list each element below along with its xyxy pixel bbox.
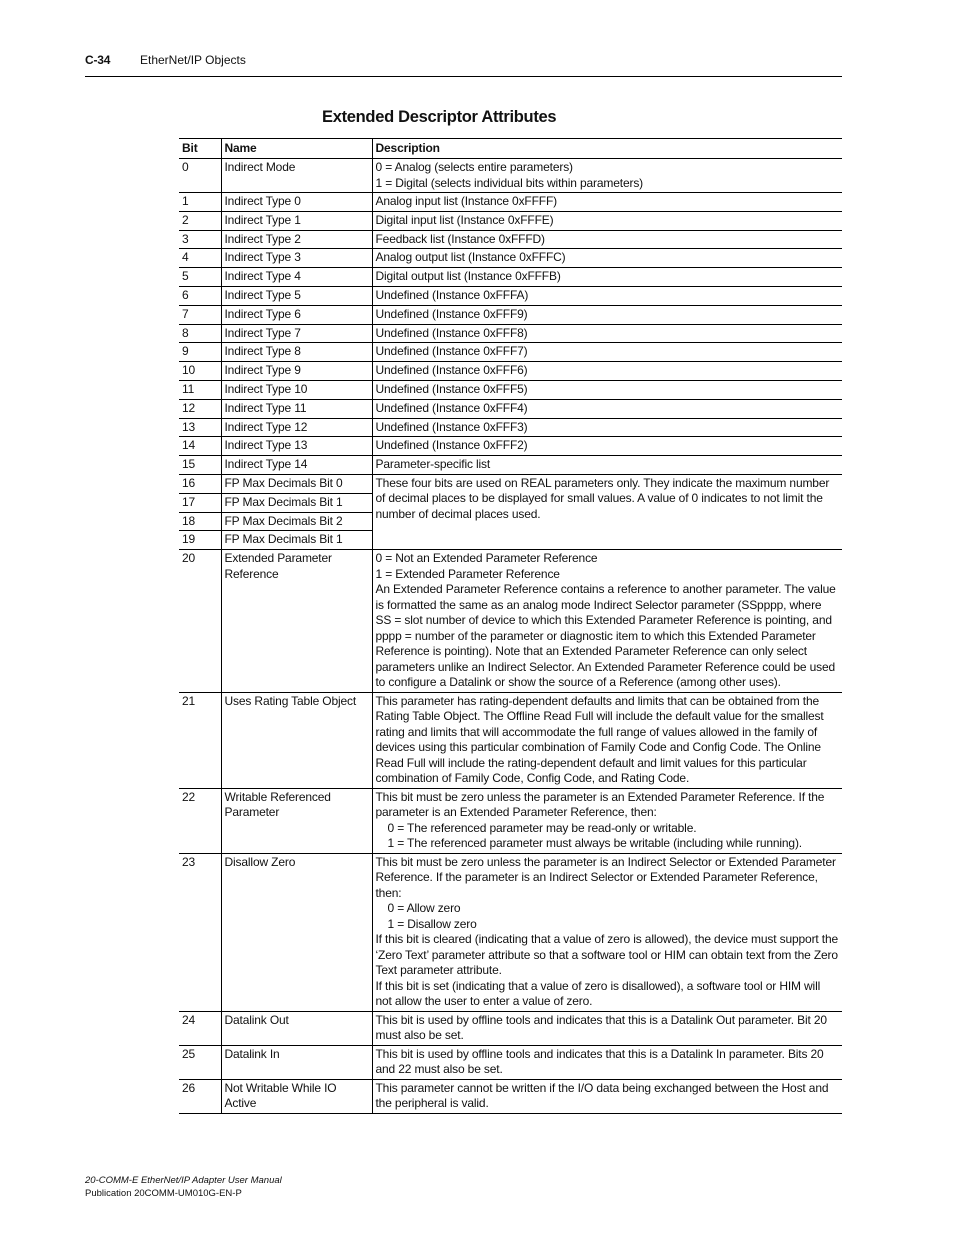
description-line: Undefined (Instance 0xFFF4) xyxy=(375,400,528,415)
table-row xyxy=(179,159,842,193)
cell-description xyxy=(372,211,842,230)
page-number: C-34 xyxy=(85,53,111,67)
table-row xyxy=(179,399,842,418)
cell-name: Extended Parameter Reference xyxy=(221,550,372,693)
description-line: 1 = The referenced parameter must always be writable (including while running). xyxy=(387,836,802,851)
table-row xyxy=(179,286,842,305)
cell-bit: 12 xyxy=(179,399,221,418)
cell-bit: 21 xyxy=(179,692,221,788)
cell-bit: 4 xyxy=(179,249,221,268)
cell-description xyxy=(372,159,842,193)
table-row xyxy=(179,1011,842,1045)
description-line: Digital output list (Instance 0xFFFB) xyxy=(375,269,561,284)
cell-description xyxy=(372,249,842,268)
cell-bit: 2 xyxy=(179,211,221,230)
section-title: EtherNet/IP Objects xyxy=(140,53,246,67)
table-row xyxy=(179,193,842,212)
column-header-bit: Bit xyxy=(179,139,221,159)
cell-description xyxy=(372,1011,842,1045)
cell-bit: 5 xyxy=(179,268,221,287)
cell-name: Indirect Type 7 xyxy=(221,324,372,343)
cell-bit: 15 xyxy=(179,456,221,475)
cell-bit: 11 xyxy=(179,380,221,399)
column-header-description: Description xyxy=(372,139,842,159)
cell-name: Indirect Mode xyxy=(221,159,372,193)
cell-bit: 3 xyxy=(179,230,221,249)
cell-name: Indirect Type 8 xyxy=(221,343,372,362)
table-row xyxy=(179,853,842,1011)
cell-bit: 18 xyxy=(179,512,221,531)
cell-bit: 22 xyxy=(179,788,221,853)
cell-name: FP Max Decimals Bit 1 xyxy=(221,531,372,550)
cell-description xyxy=(372,418,842,437)
cell-name: Indirect Type 14 xyxy=(221,456,372,475)
cell-bit: 23 xyxy=(179,853,221,1011)
cell-name: Not Writable While IO Active xyxy=(221,1079,372,1113)
cell-description xyxy=(372,324,842,343)
table-row xyxy=(179,362,842,381)
cell-name: Indirect Type 0 xyxy=(221,193,372,212)
cell-bit: 14 xyxy=(179,437,221,456)
description-line: 1 = Digital (selects individual bits within parameters) xyxy=(375,175,644,190)
description-line: If this bit is cleared (indicating that a value of zero is allowed), the device must support the ‘Zero Text’ parameter attribute so that a software tool or HIM can obtain text from the Zero Text parameter attribute. xyxy=(375,932,839,978)
description-line: Undefined (Instance 0xFFF2) xyxy=(375,438,528,453)
cell-bit: 13 xyxy=(179,418,221,437)
cell-name: Indirect Type 11 xyxy=(221,399,372,418)
description-line: Digital input list (Instance 0xFFFE) xyxy=(375,212,554,227)
description-line: This parameter has rating-dependent defaults and limits that can be obtained from the Rating Table Object. The Offline Read Full will include the default value for the smallest rating and limits that will accommodate the full range of values allowed in the family of devices using this particular combination of Family Code and Config Code. The Online Read Full will include the rating-dependent default and limit values for this particular combination of Family Code, Config Code, and Rating Code. xyxy=(375,693,824,786)
description-line: Analog output list (Instance 0xFFFC) xyxy=(375,250,566,265)
description-line: This parameter cannot be written if the I/O data being exchanged between the Host and the peripheral is valid. xyxy=(375,1080,829,1111)
cell-name: Indirect Type 5 xyxy=(221,286,372,305)
cell-bit: 1 xyxy=(179,193,221,212)
cell-name: Indirect Type 6 xyxy=(221,305,372,324)
cell-bit: 7 xyxy=(179,305,221,324)
description-line: Undefined (Instance 0xFFF5) xyxy=(375,381,528,396)
description-line: Undefined (Instance 0xFFF6) xyxy=(375,363,528,378)
description-line: Undefined (Instance 0xFFF9) xyxy=(375,306,528,321)
cell-description xyxy=(372,230,842,249)
cell-name: FP Max Decimals Bit 0 xyxy=(221,474,372,493)
cell-description xyxy=(372,1045,842,1079)
cell-description xyxy=(372,343,842,362)
cell-name: Indirect Type 2 xyxy=(221,230,372,249)
description-line: 0 = The referenced parameter may be read-only or writable. xyxy=(387,820,697,835)
cell-bit: 8 xyxy=(179,324,221,343)
cell-name: Indirect Type 9 xyxy=(221,362,372,381)
cell-bit: 26 xyxy=(179,1079,221,1113)
description-line: This bit must be zero unless the parameter is an Extended Parameter Reference. If the parameter is an Extended Parameter Reference, then: xyxy=(375,789,825,820)
table-row xyxy=(179,343,842,362)
column-header-name: Name xyxy=(221,139,372,159)
description-line: 1 = Disallow zero xyxy=(387,916,477,931)
cell-description xyxy=(372,550,842,693)
table-row xyxy=(179,1079,842,1113)
description-line: 0 = Allow zero xyxy=(387,901,461,916)
description-line: This bit must be zero unless the parameter is an Indirect Selector or Extended Parameter Reference. If the parameter is an Indirect Selector or Extended Parameter Reference, then: xyxy=(375,854,836,900)
extended-descriptor-table xyxy=(179,138,842,1114)
cell-description xyxy=(372,362,842,381)
cell-name: Uses Rating Table Object xyxy=(221,692,372,788)
cell-description xyxy=(372,853,842,1011)
page-header xyxy=(85,50,842,77)
description-line: Undefined (Instance 0xFFF7) xyxy=(375,344,528,359)
description-line: This bit is used by offline tools and indicates that this is a Datalink Out parameter. Bit 20 must also be set. xyxy=(375,1012,827,1043)
cell-bit: 10 xyxy=(179,362,221,381)
cell-description xyxy=(372,268,842,287)
cell-name: Datalink In xyxy=(221,1045,372,1079)
cell-name: Indirect Type 12 xyxy=(221,418,372,437)
description-line: Analog input list (Instance 0xFFFF) xyxy=(375,194,557,208)
cell-description xyxy=(372,380,842,399)
cell-description xyxy=(372,193,842,212)
table-row xyxy=(179,550,842,693)
table-row xyxy=(179,418,842,437)
description-line: 0 = Not an Extended Parameter Reference xyxy=(375,551,598,566)
table-row xyxy=(179,1045,842,1079)
cell-description xyxy=(372,692,842,788)
table-row xyxy=(179,437,842,456)
description-line: 0 = Analog (selects entire parameters) xyxy=(375,160,573,174)
table-row xyxy=(179,380,842,399)
table-row xyxy=(179,692,842,788)
description-line: If this bit is set (indicating that a value of zero is disallowed), a software tool or HIM will not allow the user to enter a value of zero. xyxy=(375,978,821,1009)
table-row xyxy=(179,211,842,230)
cell-name: Indirect Type 10 xyxy=(221,380,372,399)
cell-bit: 20 xyxy=(179,550,221,693)
table-header-row xyxy=(179,139,842,159)
cell-description xyxy=(372,437,842,456)
cell-bit: 0 xyxy=(179,159,221,193)
cell-name: Indirect Type 4 xyxy=(221,268,372,287)
cell-name: Disallow Zero xyxy=(221,853,372,1011)
cell-name: Indirect Type 13 xyxy=(221,437,372,456)
cell-bit: 9 xyxy=(179,343,221,362)
description-line: Undefined (Instance 0xFFF3) xyxy=(375,419,528,434)
table-row xyxy=(179,230,842,249)
table-row xyxy=(179,324,842,343)
cell-bit: 17 xyxy=(179,493,221,512)
table-row xyxy=(179,788,842,853)
cell-name: FP Max Decimals Bit 1 xyxy=(221,493,372,512)
table-row xyxy=(179,305,842,324)
table-row xyxy=(179,268,842,287)
cell-name: Indirect Type 3 xyxy=(221,249,372,268)
description-line: Parameter-specific list xyxy=(375,457,491,472)
table-title: Extended Descriptor Attributes xyxy=(322,108,557,126)
publication-number: Publication 20COMM-UM010G-EN-P xyxy=(85,1187,242,1199)
cell-name: Indirect Type 1 xyxy=(221,211,372,230)
cell-name: Writable Referenced Parameter xyxy=(221,788,372,853)
cell-description xyxy=(372,305,842,324)
cell-name: FP Max Decimals Bit 2 xyxy=(221,512,372,531)
cell-description xyxy=(372,399,842,418)
table-row xyxy=(179,456,842,475)
cell-bit: 25 xyxy=(179,1045,221,1079)
description-line: This bit is used by offline tools and indicates that this is a Datalink In parameter. Bits 20 and 22 must also be set. xyxy=(375,1046,824,1077)
table-row xyxy=(179,474,842,493)
description-line: An Extended Parameter Reference contains a reference to another parameter. The value is formatted the same as an analog mode Indirect Selector parameter (SSpppp, where SS = slot number of device to which this Extended Parameter Reference is pointing, and pppp = number of the parameter or diagnostic item to which this Extended Parameter Reference is pointing). Note that an Extended Parameter Reference can only select parameters unlike an Indirect Selector. An Extended Parameter Reference could be used to configure a Datalink or show the source of a Reference (among other uses). xyxy=(375,582,836,690)
description-line: These four bits are used on REAL parameters only. They indicate the maximum number of decimal places to be displayed for small values. A value of 0 indicates to not limit the number of decimal places used. xyxy=(375,475,830,521)
cell-description xyxy=(372,788,842,853)
description-line: Undefined (Instance 0xFFF8) xyxy=(375,325,528,340)
cell-bit: 24 xyxy=(179,1011,221,1045)
cell-name: Datalink Out xyxy=(221,1011,372,1045)
cell-bit: 6 xyxy=(179,286,221,305)
cell-bit: 16 xyxy=(179,474,221,493)
page-footer xyxy=(85,1175,282,1200)
cell-bit: 19 xyxy=(179,531,221,550)
manual-title: 20-COMM-E EtherNet/IP Adapter User Manual xyxy=(85,1175,282,1186)
description-line: 1 = Extended Parameter Reference xyxy=(375,566,560,581)
cell-description xyxy=(372,456,842,475)
cell-description xyxy=(372,286,842,305)
cell-description xyxy=(372,474,842,549)
description-line: Feedback list (Instance 0xFFFD) xyxy=(375,231,545,246)
description-line: Undefined (Instance 0xFFFA) xyxy=(375,287,529,302)
table-row xyxy=(179,249,842,268)
cell-description xyxy=(372,1079,842,1113)
